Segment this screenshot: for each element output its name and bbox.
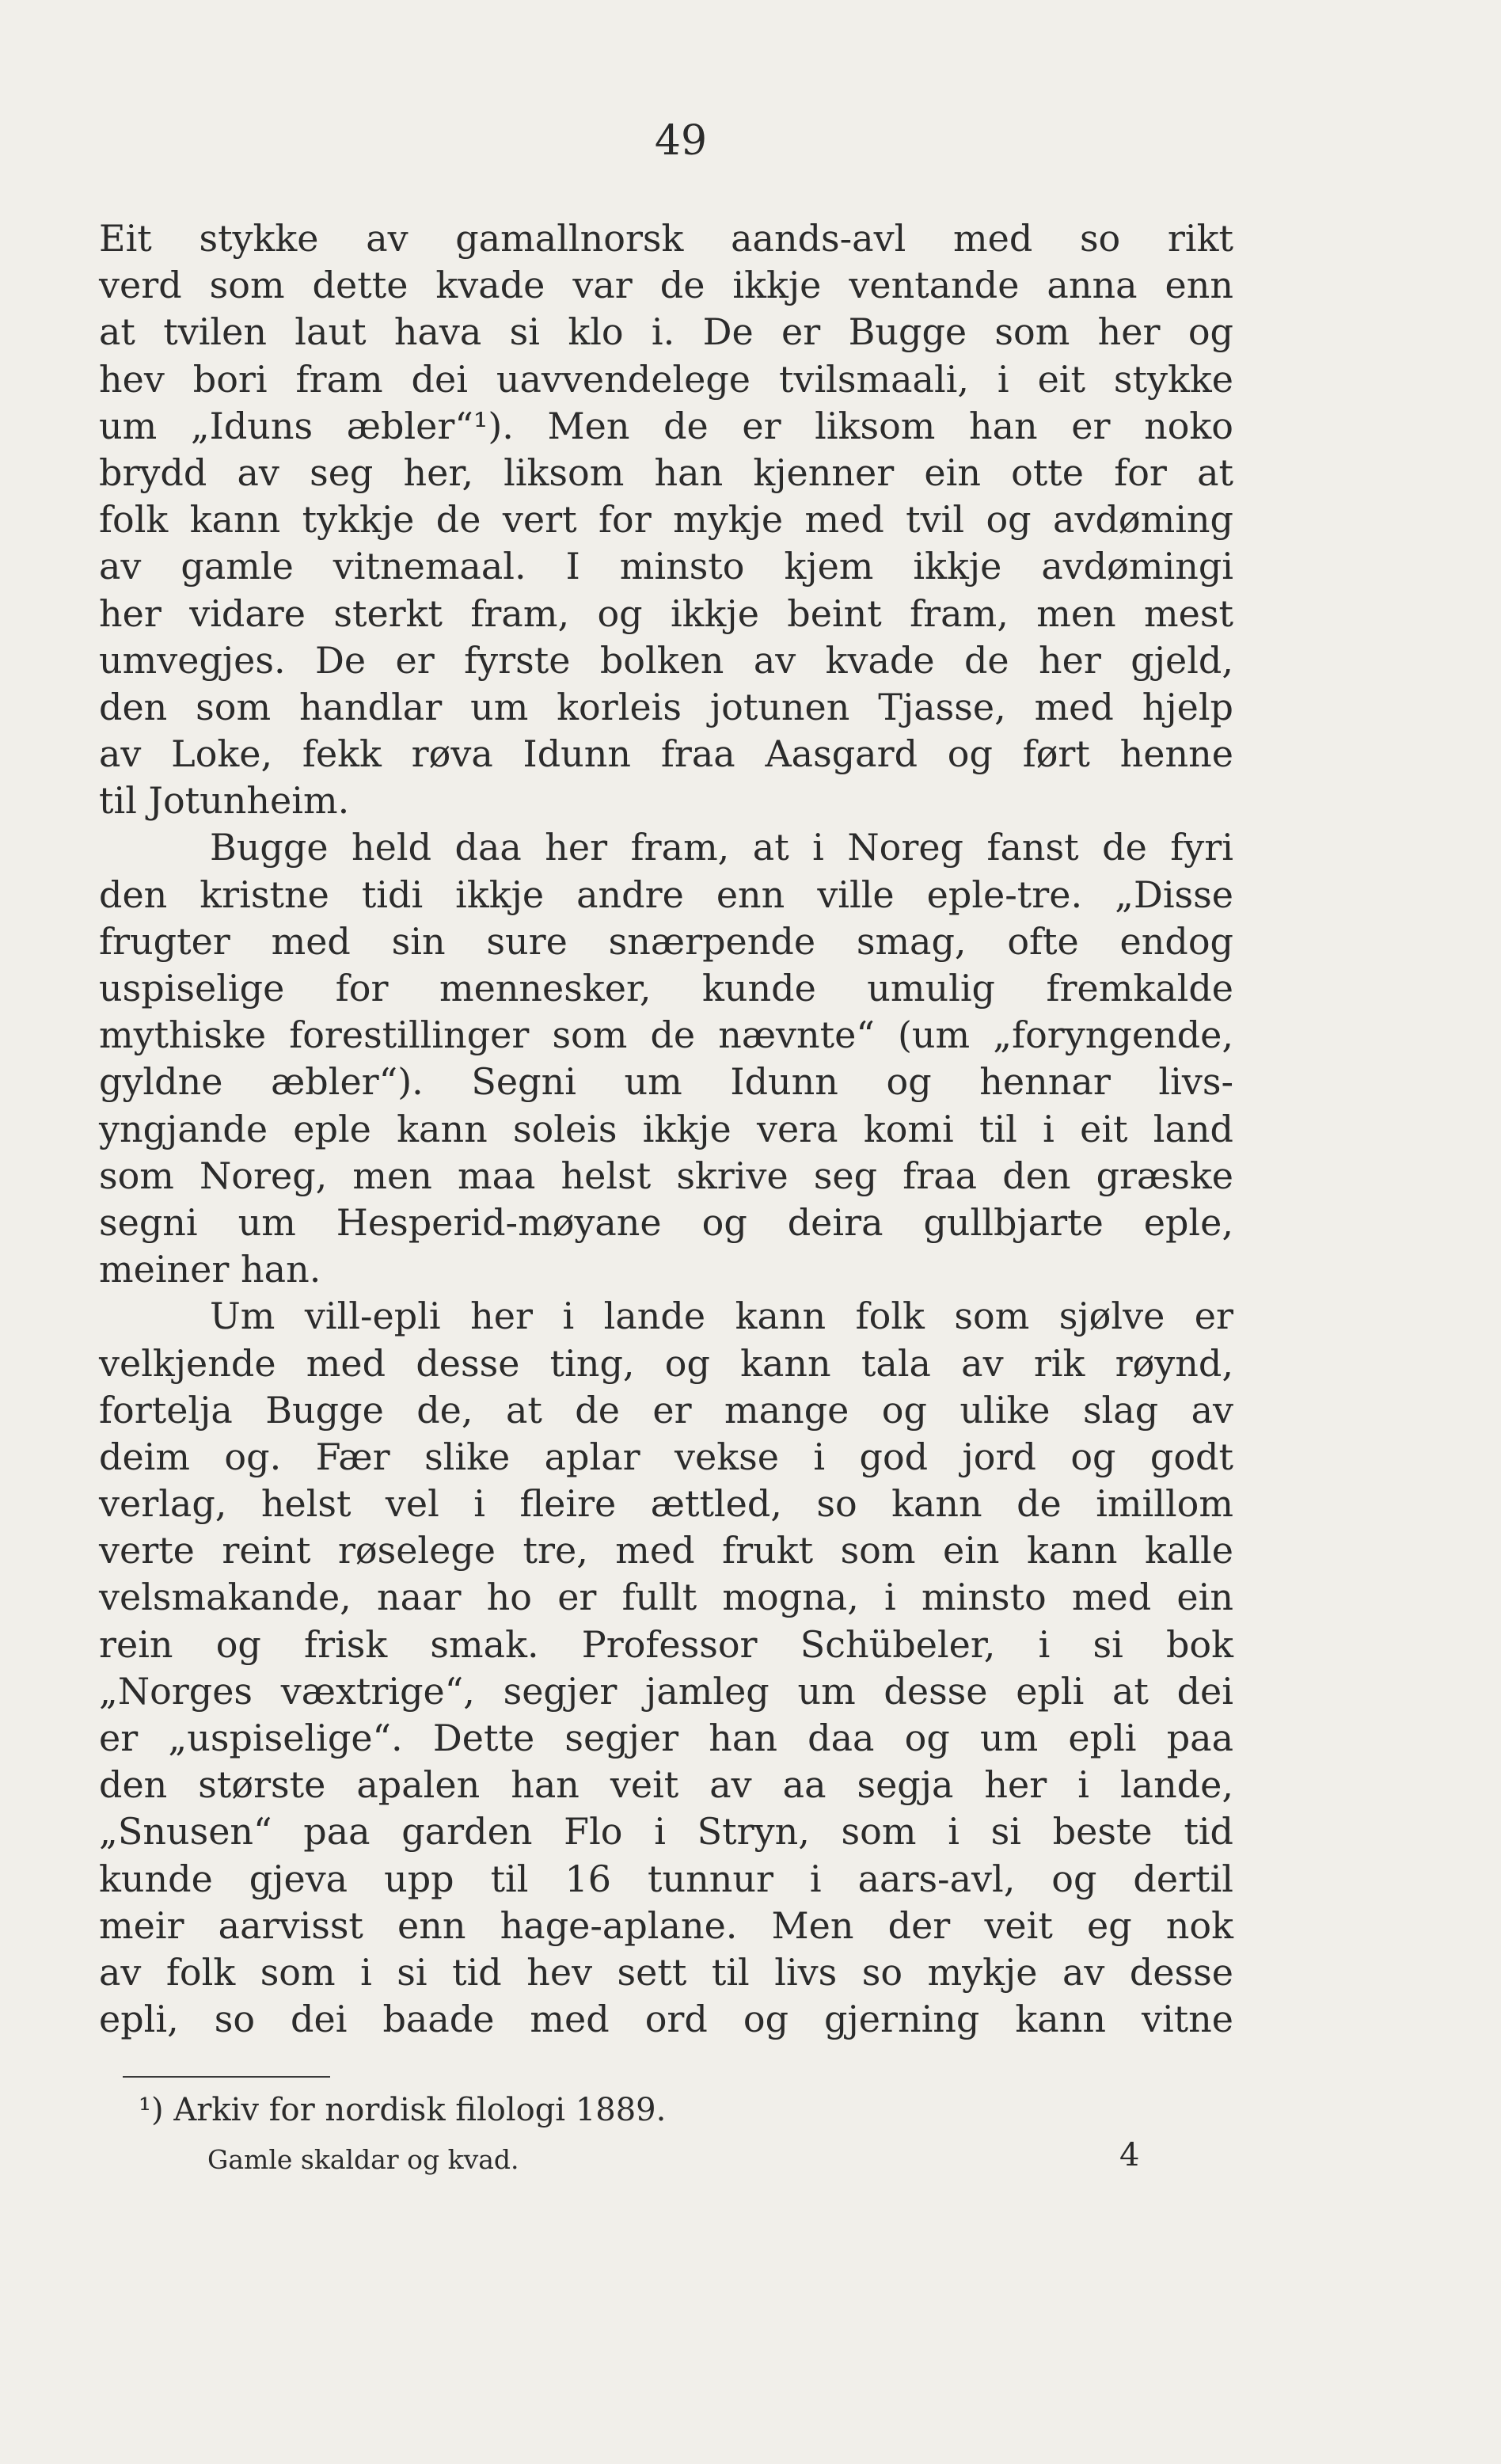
- text-line: hev bori fram dei uavvendelege tvilsmaali, i eit stykke: [99, 357, 1233, 401]
- text-line: deim og. Fær slike aplar vekse i god jord og godt: [99, 1435, 1233, 1478]
- text-line: kunde gjeva upp til 16 tunnur i aars-avl, og dertil: [99, 1857, 1233, 1900]
- text-line: yngjande eple kann soleis ikkje vera komi til i eit land: [99, 1107, 1233, 1150]
- body-text: [99, 215, 1233, 2043]
- text-line: segni um Hesperid-møyane og deira gullbjarte eple,: [99, 1200, 1233, 1244]
- footnote: ¹) Arkiv for nordisk filologi 1889.: [139, 2092, 667, 2128]
- text-line: Um vill-epli her i lande kann folk som sjølve er: [210, 1295, 1233, 1338]
- text-line: den største apalen han veit av aa segja her i lande,: [99, 1763, 1233, 1807]
- text-line: her vidare sterkt fram, og ikkje beint fram, men mest: [99, 591, 1233, 635]
- text-line: meiner han.: [99, 1248, 321, 1291]
- footer-title: Gamle skaldar og kvad.: [207, 2144, 519, 2175]
- text-line: av Loke, fekk røva Idunn fraa Aasgard og ført henne: [99, 732, 1233, 776]
- text-line: meir aarvisst enn hage-aplane. Men der veit eg nok: [99, 1903, 1233, 1947]
- text-line: verd som dette kvade var de ikkje ventande anna enn: [99, 264, 1233, 307]
- text-line: fortelja Bugge de, at de er mange og ulike slag av: [99, 1388, 1233, 1432]
- text-line: frugter med sin sure snærpende smag, ofte endog: [99, 919, 1233, 963]
- text-line: den kristne tidi ikkje andre enn ville eple-tre. „Disse: [99, 873, 1233, 916]
- text-line: uspiselige for mennesker, kunde umulig fremkalde: [99, 967, 1233, 1010]
- text-line: velkjende med desse ting, og kann tala av rik røynd,: [99, 1341, 1233, 1385]
- text-line: Bugge held daa her fram, at i Noreg fanst de fyri: [210, 826, 1233, 869]
- text-line: um „Iduns æbler“¹). Men de er liksom han er noko: [99, 404, 1233, 447]
- text-line: brydd av seg her, liksom han kjenner ein otte for at: [99, 451, 1233, 494]
- text-line: mythiske forestillinger som de nævnte“ (um „foryngende,: [99, 1013, 1233, 1057]
- text-line: at tvilen laut hava si klo i. De er Bugge som her og: [99, 310, 1233, 354]
- text-line: verlag, helst vel i fleire ættled, so kann de imillom: [99, 1482, 1233, 1526]
- text-line: den som handlar um korleis jotunen Tjasse, med hjelp: [99, 685, 1233, 728]
- text-line: verte reint røselege tre, med frukt som ein kann kalle: [99, 1529, 1233, 1572]
- text-line: epli, so dei baade med ord og gjerning kann vitne: [99, 1998, 1233, 2041]
- text-line: til Jotunheim.: [99, 779, 350, 823]
- signature-mark: 4: [1119, 2137, 1140, 2173]
- page-number: 49: [654, 117, 708, 165]
- text-line: „Norges væxtrige“, segjer jamleg um desse epli at dei: [99, 1669, 1233, 1713]
- footnote-divider: [123, 2076, 330, 2078]
- text-line: rein og frisk smak. Professor Schübeler, i si bok: [99, 1622, 1233, 1666]
- text-line: folk kann tykkje de vert for mykje med tvil og avdøming: [99, 498, 1233, 542]
- text-line: umvegjes. De er fyrste bolken av kvade de her gjeld,: [99, 638, 1233, 682]
- text-line: er „uspiselige“. Dette segjer han daa og um epli paa: [99, 1717, 1233, 1759]
- text-line: av folk som i si tid hev sett til livs so mykje av desse: [99, 1950, 1233, 1994]
- text-line: velsmakande, naar ho er fullt mogna, i minsto med ein: [99, 1576, 1233, 1619]
- text-line: Eit stykke av gamallnorsk aands-avl med so rikt: [99, 217, 1233, 260]
- text-line: som Noreg, men maa helst skrive seg fraa den græske: [99, 1154, 1233, 1197]
- text-line: gyldne æbler“). Segni um Idunn og hennar livs-: [99, 1060, 1233, 1104]
- text-line: „Snusen“ paa garden Flo i Stryn, som i si beste tid: [99, 1810, 1233, 1854]
- text-line: av gamle vitnemaal. I minsto kjem ikkje avdømingi: [99, 545, 1233, 588]
